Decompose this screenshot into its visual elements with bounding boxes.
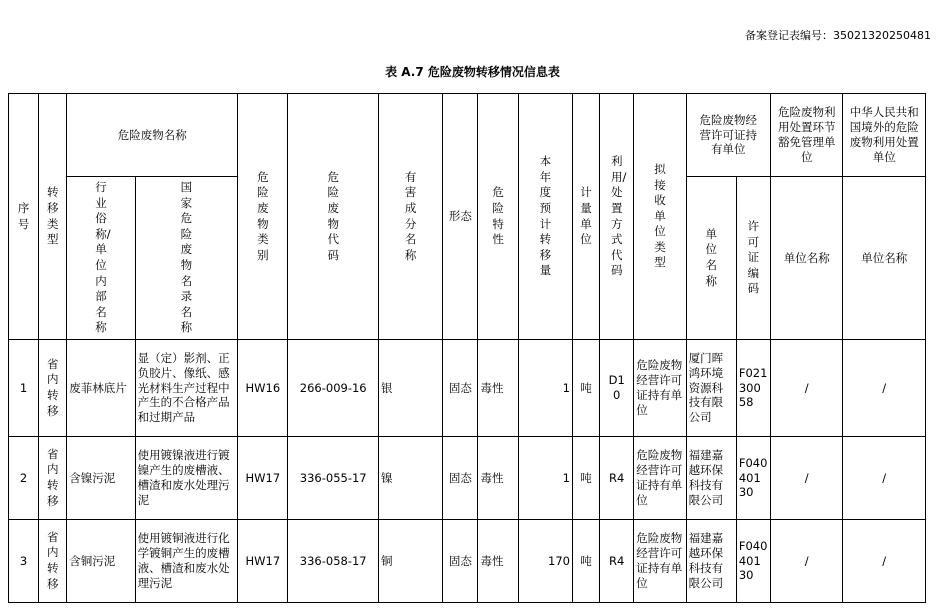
cell-national-name: 显（定）影剂、正负胶片、像纸、感光材料生产过程中产生的不合格产品和过期产品 [135,340,238,437]
cell-exempt: / [771,520,843,603]
cell-permit-no: F04040130 [736,437,770,520]
header-national-name: 国家危险废物名录名称 [135,177,238,340]
header-code: 危险废物代码 [288,94,378,340]
table-row [9,437,926,520]
cell-method: D10 [600,340,634,437]
header-annual-qty: 本年度预计转移量 [518,94,572,340]
cell-foreign: / [843,340,926,437]
cell-unit: 吨 [572,520,599,603]
cell-industry-name: 含镍污泥 [67,437,135,520]
header-foreign-unit-name: 单位名称 [843,177,926,340]
cell-permit-no: F04040130 [736,520,770,603]
cell-form: 固态 [443,437,478,520]
cell-foreign: / [843,437,926,520]
header-transfer-type: 转移类型 [39,94,67,340]
cell-property: 毒性 [478,520,518,603]
cell-property: 毒性 [478,340,518,437]
hazardous-waste-transfer-table [8,93,926,603]
cell-form: 固态 [443,340,478,437]
cell-permit-no: F02130058 [736,340,770,437]
cell-code: 266-009-16 [288,340,378,437]
cell-receiver-type: 危险废物经营许可证持有单位 [634,520,686,603]
cell-method: R4 [600,520,634,603]
cell-transfer-type: 省内转移 [39,520,67,603]
cell-industry-name: 含铜污泥 [67,520,135,603]
cell-industry-name: 废菲林底片 [67,340,135,437]
cell-national-name: 使用镀铜液进行化学镀铜产生的废槽液、槽渣和废水处理污泥 [135,520,238,603]
cell-code: 336-058-17 [288,520,378,603]
cell-harmful: 镍 [378,437,442,520]
cell-property: 毒性 [478,437,518,520]
cell-harmful: 铜 [378,520,442,603]
header-industry-name: 行业俗称/单位内部名称 [67,177,135,340]
header-unit-name: 单位名称 [686,177,736,340]
header-unit: 计量单位 [572,94,599,340]
cell-category: HW16 [238,340,288,437]
cell-exempt: / [771,437,843,520]
header-form: 形态 [443,94,478,340]
table-row [9,520,926,603]
cell-code: 336-055-17 [288,437,378,520]
cell-category: HW17 [238,520,288,603]
header-receiver-type: 拟接收单位类型 [634,94,686,340]
cell-harmful: 银 [378,340,442,437]
cell-annual-qty: 170 [518,520,572,603]
header-permit-holder: 危险废物经营许可证持有单位 [686,94,770,177]
cell-transfer-type: 省内转移 [39,340,67,437]
header-property: 危险特性 [478,94,518,340]
cell-method: R4 [600,437,634,520]
cell-unit: 吨 [572,437,599,520]
cell-unit: 吨 [572,340,599,437]
header-seq: 序号 [9,94,39,340]
table-title: 表 A.7 危险废物转移情况信息表 [385,65,560,79]
cell-exempt: / [771,340,843,437]
cell-annual-qty: 1 [518,437,572,520]
header-exempt-unit: 危险废物利用处置环节豁免管理单位 [771,94,843,177]
cell-category: HW17 [238,437,288,520]
header-waste-name: 危险废物名称 [67,94,238,177]
record-number: 备案登记表编号：35021320250481 [745,29,931,42]
cell-national-name: 使用镀镍液进行镀镍产生的废槽液、槽渣和废水处理污泥 [135,437,238,520]
cell-seq: 2 [9,437,39,520]
header-method: 利用/处置方式代码 [600,94,634,340]
cell-receiver-type: 危险废物经营许可证持有单位 [634,340,686,437]
header-permit-no: 许可证编码 [736,177,770,340]
cell-unit-name: 福建嘉越环保科技有限公司 [686,520,736,603]
cell-annual-qty: 1 [518,340,572,437]
header-foreign-unit: 中华人民共和国境外的危险废物利用处置单位 [843,94,926,177]
cell-seq: 1 [9,340,39,437]
cell-receiver-type: 危险废物经营许可证持有单位 [634,437,686,520]
header-exempt-unit-name: 单位名称 [771,177,843,340]
header-harmful: 有害成分名称 [378,94,442,340]
cell-transfer-type: 省内转移 [39,437,67,520]
cell-seq: 3 [9,520,39,603]
header-category: 危险废物类别 [238,94,288,340]
cell-unit-name: 厦门晖鸿环境资源科技有限公司 [686,340,736,437]
cell-form: 固态 [443,520,478,603]
table-row [9,340,926,437]
cell-unit-name: 福建嘉越环保科技有限公司 [686,437,736,520]
cell-foreign: / [843,520,926,603]
